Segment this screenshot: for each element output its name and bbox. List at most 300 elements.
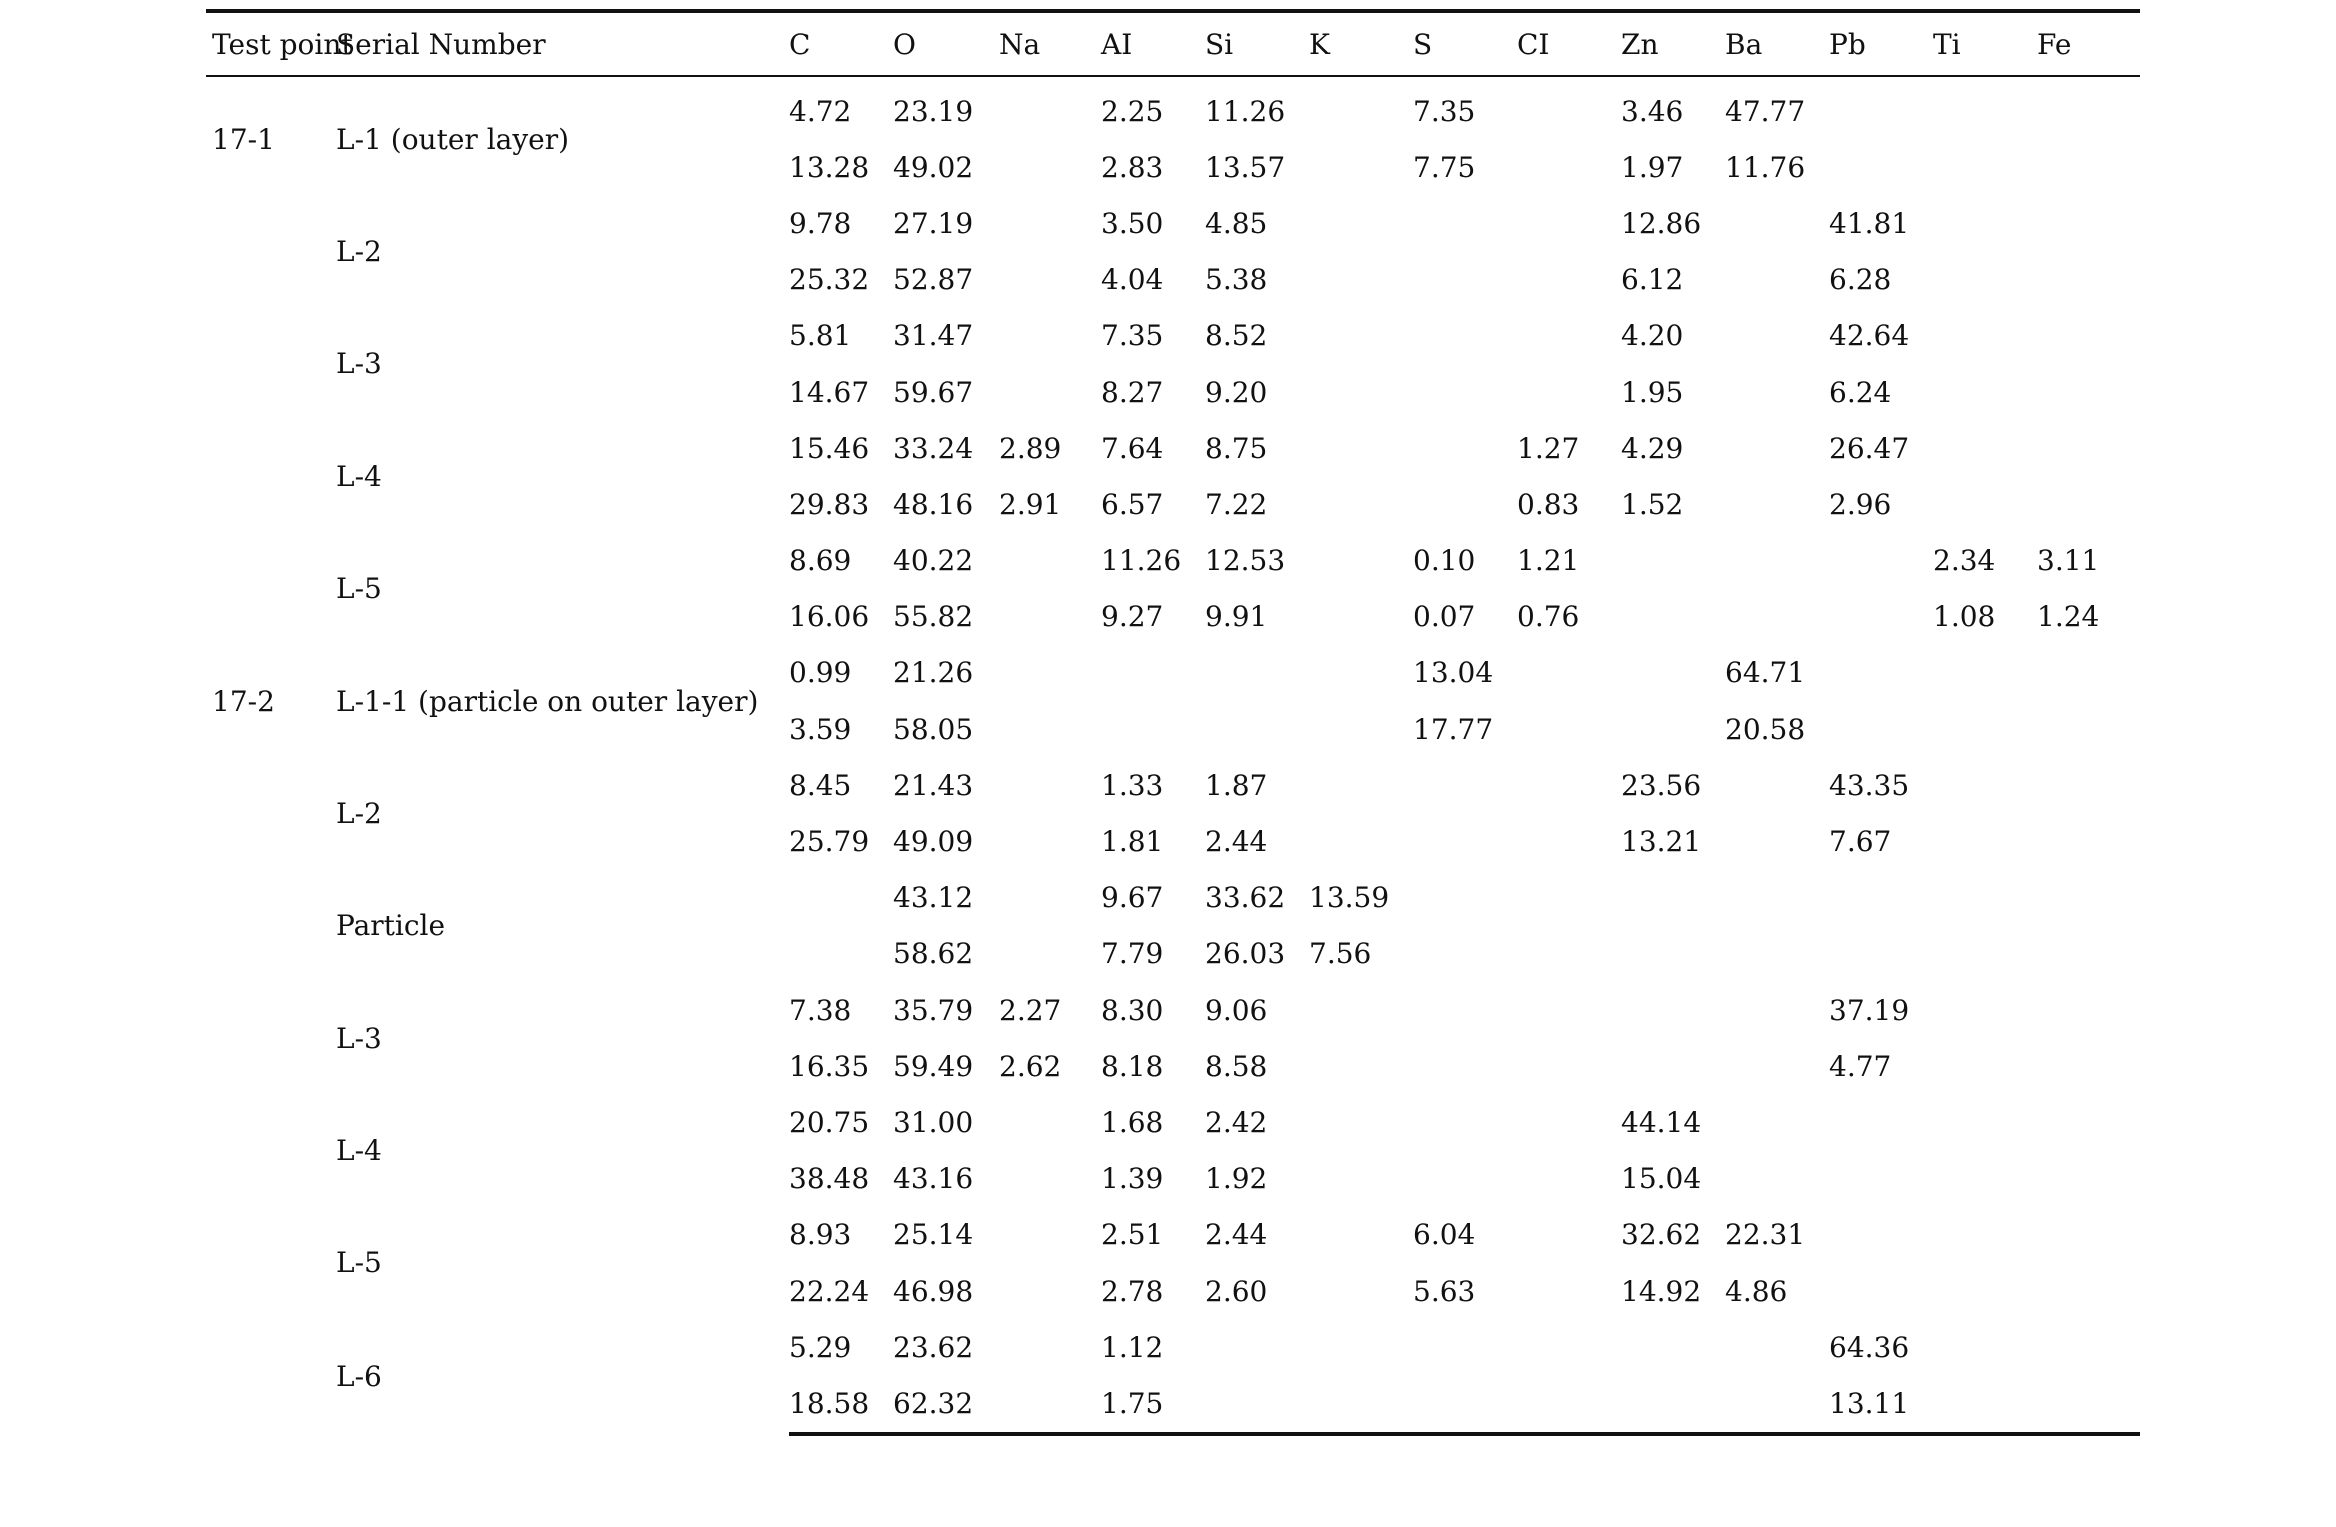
value-cell: 29.83	[789, 487, 870, 521]
value-cell	[1933, 1207, 2037, 1263]
value-cell: 2.44	[1205, 1218, 1268, 1252]
serial-number-label: L-6	[336, 1359, 382, 1393]
value-cell: 9.78	[789, 206, 852, 240]
value-cell	[999, 926, 1101, 982]
value-cell	[1517, 252, 1621, 308]
value-cell	[2037, 1207, 2140, 1263]
value-cell: 25.79	[789, 825, 870, 859]
column-header: Serial Number	[336, 11, 789, 76]
value-cell	[1517, 701, 1621, 757]
value-cell	[1309, 364, 1413, 420]
column-header: Na	[999, 11, 1101, 76]
value-cell	[2037, 1038, 2140, 1094]
value-cell: 3.11	[2037, 544, 2100, 578]
value-cell: 9.67	[1101, 881, 1164, 915]
value-cell	[1725, 870, 1829, 926]
value-cell: 9.27	[1101, 600, 1164, 634]
value-cell	[1829, 139, 1933, 195]
value-cell	[1933, 195, 2037, 251]
table-row	[206, 1094, 2140, 1150]
value-cell	[1725, 757, 1829, 813]
serial-number-label: L-1 (outer layer)	[336, 122, 570, 156]
value-cell	[1413, 813, 1517, 869]
value-cell	[1621, 1038, 1725, 1094]
value-cell	[1309, 139, 1413, 195]
value-cell: 2.78	[1101, 1274, 1164, 1308]
value-cell: 42.64	[1829, 319, 1910, 353]
value-cell	[1413, 1319, 1517, 1375]
value-cell: 23.62	[893, 1330, 974, 1364]
value-cell	[1413, 982, 1517, 1038]
column-header: Pb	[1829, 11, 1933, 76]
value-cell	[2037, 420, 2140, 476]
value-cell: 2.62	[999, 1049, 1062, 1083]
value-cell: 0.83	[1517, 487, 1580, 521]
value-cell	[1725, 420, 1829, 476]
value-cell: 8.27	[1101, 375, 1164, 409]
value-cell: 5.38	[1205, 263, 1268, 297]
value-cell: 11.26	[1101, 544, 1182, 578]
value-cell	[1413, 195, 1517, 251]
value-cell: 0.76	[1517, 600, 1580, 634]
value-cell	[999, 701, 1101, 757]
serial-number-label: L-2	[336, 796, 382, 830]
value-cell	[1517, 1038, 1621, 1094]
value-cell	[1829, 76, 1933, 139]
value-cell	[1517, 308, 1621, 364]
value-cell: 2.34	[1933, 544, 1996, 578]
value-cell: 8.52	[1205, 319, 1268, 353]
value-cell	[1517, 1375, 1621, 1433]
value-cell	[1725, 589, 1829, 645]
value-cell	[1933, 926, 2037, 982]
value-cell	[2037, 701, 2140, 757]
value-cell	[999, 364, 1101, 420]
value-cell: 1.12	[1101, 1330, 1164, 1364]
value-cell: 1.95	[1621, 375, 1684, 409]
value-cell: 43.12	[893, 881, 974, 915]
test-point-empty	[206, 757, 336, 869]
value-cell	[2037, 364, 2140, 420]
table-row	[206, 870, 2140, 926]
value-cell	[1933, 420, 2037, 476]
value-cell: 55.82	[893, 600, 974, 634]
value-cell	[2037, 195, 2140, 251]
value-cell	[1621, 926, 1725, 982]
value-cell: 33.62	[1205, 881, 1286, 915]
value-cell	[999, 1375, 1101, 1433]
value-cell	[1413, 364, 1517, 420]
value-cell	[1621, 701, 1725, 757]
value-cell: 8.93	[789, 1218, 852, 1252]
value-cell: 52.87	[893, 263, 974, 297]
value-cell	[789, 870, 893, 926]
value-cell	[1517, 364, 1621, 420]
value-cell: 8.75	[1205, 431, 1268, 465]
value-cell	[1309, 533, 1413, 589]
value-cell	[1725, 1375, 1829, 1433]
value-cell: 23.56	[1621, 768, 1702, 802]
value-cell: 26.03	[1205, 937, 1286, 971]
value-cell	[1933, 139, 2037, 195]
value-cell	[2037, 813, 2140, 869]
value-cell: 17.77	[1413, 712, 1494, 746]
value-cell: 22.24	[789, 1274, 870, 1308]
value-cell	[1517, 982, 1621, 1038]
value-cell	[1413, 870, 1517, 926]
value-cell: 8.58	[1205, 1049, 1268, 1083]
value-cell: 13.21	[1621, 825, 1702, 859]
value-cell	[999, 645, 1101, 701]
value-cell	[1309, 195, 1413, 251]
serial-number-label: L-4	[336, 459, 382, 493]
value-cell: 11.76	[1725, 150, 1806, 184]
value-cell: 2.83	[1101, 150, 1164, 184]
value-cell: 6.28	[1829, 263, 1892, 297]
value-cell: 3.59	[789, 712, 852, 746]
value-cell: 7.35	[1413, 94, 1476, 128]
table-row	[206, 757, 2140, 813]
value-cell	[1933, 645, 2037, 701]
value-cell	[1517, 139, 1621, 195]
value-cell: 1.27	[1517, 431, 1580, 465]
test-point-empty	[206, 870, 336, 982]
value-cell	[1101, 701, 1205, 757]
value-cell: 4.85	[1205, 206, 1268, 240]
value-cell	[1413, 476, 1517, 532]
value-cell	[1413, 1038, 1517, 1094]
value-cell: 3.50	[1101, 206, 1164, 240]
test-point-empty	[206, 1094, 336, 1206]
value-cell: 1.75	[1101, 1375, 1205, 1433]
value-cell	[1309, 1094, 1413, 1150]
value-cell: 6.57	[1101, 487, 1164, 521]
value-cell	[999, 1319, 1101, 1375]
value-cell: 2.44	[1205, 825, 1268, 859]
value-cell: 20.75	[789, 1105, 870, 1139]
value-cell	[1933, 870, 2037, 926]
value-cell	[1933, 1151, 2037, 1207]
value-cell: 8.69	[789, 544, 852, 578]
value-cell: 2.60	[1205, 1274, 1268, 1308]
value-cell	[1725, 252, 1829, 308]
value-cell: 7.79	[1101, 937, 1164, 971]
table-row	[206, 982, 2140, 1038]
value-cell: 18.58	[789, 1375, 893, 1433]
value-cell	[1725, 364, 1829, 420]
value-cell	[999, 813, 1101, 869]
value-cell: 4.72	[789, 94, 852, 128]
value-cell	[2037, 139, 2140, 195]
value-cell	[1621, 1319, 1725, 1375]
value-cell: 2.96	[1829, 487, 1892, 521]
value-cell	[1205, 701, 1309, 757]
header-row	[206, 11, 2140, 76]
value-cell: 5.81	[789, 319, 852, 353]
test-point-label: 17-1	[212, 122, 275, 156]
value-cell: 7.64	[1101, 431, 1164, 465]
column-header: Si	[1205, 11, 1309, 76]
value-cell	[1517, 757, 1621, 813]
serial-number-label: Particle	[336, 909, 446, 943]
value-cell: 47.77	[1725, 94, 1806, 128]
value-cell: 4.86	[1725, 1274, 1788, 1308]
value-cell	[2037, 476, 2140, 532]
value-cell	[1621, 982, 1725, 1038]
value-cell: 62.32	[893, 1375, 999, 1433]
value-cell: 1.81	[1101, 825, 1164, 859]
value-cell: 48.16	[893, 487, 974, 521]
value-cell	[2037, 1319, 2140, 1375]
value-cell	[1725, 1151, 1829, 1207]
value-cell: 43.35	[1829, 768, 1910, 802]
value-cell: 23.19	[893, 94, 974, 128]
value-cell	[999, 195, 1101, 251]
value-cell: 21.43	[893, 768, 974, 802]
value-cell: 8.18	[1101, 1049, 1164, 1083]
column-header: S	[1413, 11, 1517, 76]
value-cell	[1309, 476, 1413, 532]
value-cell	[1517, 1207, 1621, 1263]
value-cell: 9.20	[1205, 375, 1268, 409]
value-cell: 3.46	[1621, 94, 1684, 128]
value-cell	[1205, 1319, 1309, 1375]
value-cell	[1933, 701, 2037, 757]
value-cell: 5.63	[1413, 1274, 1476, 1308]
value-cell: 13.57	[1205, 150, 1286, 184]
test-point-empty	[206, 195, 336, 307]
value-cell	[1933, 1319, 2037, 1375]
value-cell: 6.24	[1829, 375, 1892, 409]
value-cell	[999, 1263, 1101, 1319]
value-cell	[999, 308, 1101, 364]
value-cell	[1829, 533, 1933, 589]
value-cell	[1829, 1263, 1933, 1319]
value-cell: 7.35	[1101, 319, 1164, 353]
serial-number-label: L-5	[336, 1246, 382, 1280]
value-cell	[1517, 195, 1621, 251]
value-cell: 1.08	[1933, 600, 1996, 634]
value-cell: 35.79	[893, 993, 974, 1027]
value-cell	[1621, 589, 1725, 645]
value-cell: 13.11	[1829, 1375, 1933, 1433]
test-point-empty	[206, 982, 336, 1094]
value-cell	[1829, 926, 1933, 982]
value-cell: 64.71	[1725, 656, 1806, 690]
test-point-empty	[206, 420, 336, 532]
value-cell: 2.91	[999, 487, 1062, 521]
value-cell	[1621, 1375, 1725, 1433]
value-cell: 5.29	[789, 1330, 852, 1364]
value-cell: 7.56	[1309, 937, 1372, 971]
value-cell	[1309, 589, 1413, 645]
value-cell	[1309, 1263, 1413, 1319]
value-cell: 13.28	[789, 150, 870, 184]
table-row	[206, 195, 2140, 251]
column-header: CI	[1517, 11, 1621, 76]
value-cell: 22.31	[1725, 1218, 1806, 1252]
value-cell: 1.52	[1621, 487, 1684, 521]
value-cell: 2.25	[1101, 94, 1164, 128]
value-cell	[1309, 701, 1413, 757]
value-cell: 1.97	[1621, 150, 1684, 184]
value-cell: 14.92	[1621, 1274, 1702, 1308]
value-cell	[1517, 1094, 1621, 1150]
serial-number-label: L-3	[336, 1021, 382, 1055]
column-header: O	[893, 11, 999, 76]
value-cell	[1205, 645, 1309, 701]
value-cell	[1933, 1263, 2037, 1319]
value-cell	[1829, 1151, 1933, 1207]
value-cell	[1933, 308, 2037, 364]
test-point-empty	[206, 308, 336, 420]
value-cell	[1725, 813, 1829, 869]
value-cell	[1309, 1207, 1413, 1263]
value-cell	[2037, 1151, 2140, 1207]
value-cell	[1309, 252, 1413, 308]
value-cell: 25.14	[893, 1218, 974, 1252]
value-cell	[1309, 1038, 1413, 1094]
value-cell: 32.62	[1621, 1218, 1702, 1252]
value-cell: 0.10	[1413, 544, 1476, 578]
serial-number-label: L-4	[336, 1134, 382, 1168]
value-cell	[1517, 76, 1621, 139]
table-row	[206, 1319, 2140, 1375]
table-row	[206, 420, 2140, 476]
column-header: Ti	[1933, 11, 2037, 76]
value-cell: 64.36	[1829, 1330, 1910, 1364]
value-cell: 41.81	[1829, 206, 1910, 240]
composition-table	[206, 9, 2140, 1436]
value-cell: 6.12	[1621, 263, 1684, 297]
value-cell	[1621, 645, 1725, 701]
value-cell	[1933, 252, 2037, 308]
column-header: Ba	[1725, 11, 1829, 76]
value-cell	[1309, 420, 1413, 476]
value-cell: 7.38	[789, 993, 852, 1027]
value-cell	[1101, 645, 1205, 701]
value-cell	[2037, 1094, 2140, 1150]
serial-number-label: L-2	[336, 235, 382, 269]
value-cell: 2.89	[999, 431, 1062, 465]
value-cell	[1933, 1094, 2037, 1150]
value-cell: 13.04	[1413, 656, 1494, 690]
value-cell: 13.59	[1309, 881, 1390, 915]
value-cell: 25.32	[789, 263, 870, 297]
value-cell: 31.47	[893, 319, 974, 353]
value-cell: 44.14	[1621, 1105, 1702, 1139]
value-cell: 1.68	[1101, 1105, 1164, 1139]
value-cell	[1517, 926, 1621, 982]
value-cell	[1413, 757, 1517, 813]
value-cell	[1621, 870, 1725, 926]
value-cell	[1517, 870, 1621, 926]
column-header: K	[1309, 11, 1413, 76]
test-point-empty	[206, 1207, 336, 1319]
value-cell	[1725, 533, 1829, 589]
value-cell: 31.00	[893, 1105, 974, 1139]
value-cell	[1725, 195, 1829, 251]
value-cell	[1829, 870, 1933, 926]
value-cell	[999, 1094, 1101, 1150]
value-cell	[1309, 1319, 1413, 1375]
serial-number-label: L-3	[336, 347, 382, 381]
value-cell: 20.58	[1725, 712, 1806, 746]
value-cell	[1725, 982, 1829, 1038]
test-point-empty	[206, 533, 336, 645]
test-point-empty	[206, 1319, 336, 1433]
value-cell: 15.46	[789, 431, 870, 465]
value-cell: 21.26	[893, 656, 974, 690]
value-cell	[1413, 1151, 1517, 1207]
value-cell	[1309, 982, 1413, 1038]
value-cell: 37.19	[1829, 993, 1910, 1027]
value-cell	[2037, 645, 2140, 701]
value-cell	[1413, 1375, 1517, 1433]
value-cell: 58.05	[893, 712, 974, 746]
value-cell: 1.33	[1101, 768, 1164, 802]
value-cell	[999, 533, 1101, 589]
value-cell	[999, 252, 1101, 308]
value-cell: 38.48	[789, 1162, 870, 1196]
value-cell: 2.42	[1205, 1105, 1268, 1139]
value-cell	[999, 1151, 1101, 1207]
value-cell	[1933, 813, 2037, 869]
composition-table-container	[206, 9, 2140, 1436]
value-cell: 16.06	[789, 600, 870, 634]
test-point-label: 17-2	[212, 684, 275, 718]
value-cell	[1413, 308, 1517, 364]
value-cell	[999, 757, 1101, 813]
value-cell	[2037, 308, 2140, 364]
value-cell: 9.91	[1205, 600, 1268, 634]
value-cell: 16.35	[789, 1049, 870, 1083]
value-cell	[1413, 1094, 1517, 1150]
column-header: Zn	[1621, 11, 1725, 76]
serial-number-label: L-5	[336, 572, 382, 606]
value-cell: 2.27	[999, 993, 1062, 1027]
value-cell: 7.67	[1829, 825, 1892, 859]
value-cell	[1517, 1319, 1621, 1375]
value-cell	[2037, 757, 2140, 813]
value-cell: 49.09	[893, 825, 974, 859]
value-cell: 9.06	[1205, 993, 1268, 1027]
value-cell: 43.16	[893, 1162, 974, 1196]
value-cell	[2037, 870, 2140, 926]
value-cell	[1413, 252, 1517, 308]
value-cell	[1829, 589, 1933, 645]
value-cell	[1205, 1375, 1309, 1433]
value-cell: 27.19	[893, 206, 974, 240]
value-cell	[2037, 1375, 2140, 1433]
column-header: C	[789, 11, 893, 76]
value-cell	[1309, 308, 1413, 364]
table-row	[206, 76, 2140, 139]
value-cell: 0.07	[1413, 600, 1476, 634]
table-row	[206, 1207, 2140, 1263]
value-cell: 0.99	[789, 656, 852, 690]
value-cell: 1.24	[2037, 600, 2100, 634]
value-cell	[1933, 76, 2037, 139]
value-cell: 4.29	[1621, 431, 1684, 465]
value-cell	[1829, 1207, 1933, 1263]
value-cell	[999, 1207, 1101, 1263]
serial-number-label: L-1-1 (particle on outer layer)	[336, 684, 759, 718]
value-cell: 12.86	[1621, 206, 1702, 240]
table-body	[206, 76, 2140, 1434]
value-cell	[1725, 1319, 1829, 1375]
column-header: Fe	[2037, 11, 2140, 76]
